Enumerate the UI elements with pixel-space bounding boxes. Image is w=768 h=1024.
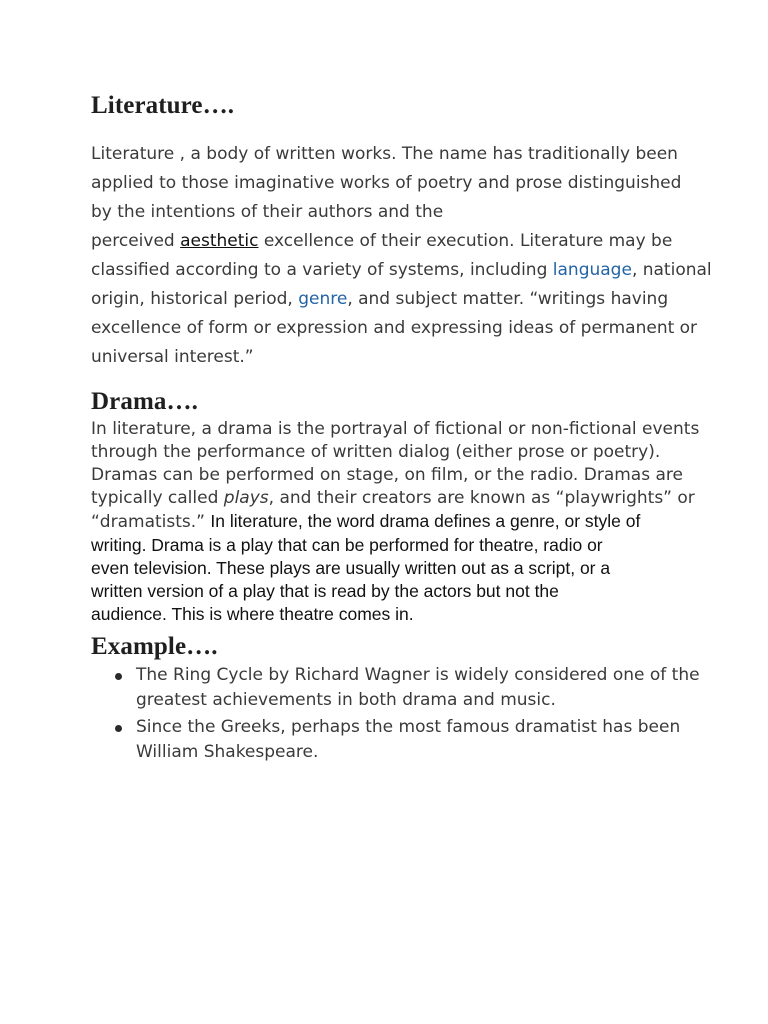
text-line bbox=[91, 256, 712, 285]
text-segment: excellence of their execution. Literature may be bbox=[258, 231, 673, 251]
aesthetic-link[interactable]: aesthetic bbox=[180, 231, 259, 251]
example-heading: Example…. bbox=[91, 633, 218, 660]
text-segment: classified according to a variety of systems, including bbox=[91, 260, 553, 280]
text-line bbox=[91, 285, 691, 314]
text-line: excellence of form or expression and expressing ideas of permanent or bbox=[91, 318, 698, 338]
text-line: universal interest.” bbox=[91, 347, 254, 367]
text-line: Literature , a body of written works. The name has traditionally been bbox=[91, 144, 678, 164]
text-line: William Shakespeare. bbox=[136, 742, 319, 762]
text-line: greatest achievements in both drama and music. bbox=[136, 690, 556, 710]
text-line: writing. Drama is a play that can be performed for theatre, radio or bbox=[91, 535, 603, 555]
text-line bbox=[91, 227, 691, 256]
example-list bbox=[91, 663, 731, 767]
text-line: In literature, a drama is the portrayal of fictional or non-fictional events bbox=[91, 419, 700, 439]
drama-heading: Drama…. bbox=[91, 388, 198, 415]
bullet-icon bbox=[115, 725, 122, 732]
drama-paragraph bbox=[91, 418, 700, 626]
genre-link[interactable]: genre bbox=[298, 289, 348, 309]
text-line: through the performance of written dialog (either prose or poetry). bbox=[91, 442, 661, 462]
text-segment: perceived bbox=[91, 231, 181, 251]
text-segment: , and their creators are known as “playwrights” or bbox=[268, 488, 695, 508]
language-link[interactable]: language bbox=[552, 260, 632, 280]
text-line bbox=[91, 487, 695, 510]
text-line: audience. This is where theatre comes in. bbox=[91, 604, 414, 624]
plays-italic: plays bbox=[223, 488, 269, 508]
text-line bbox=[91, 510, 691, 534]
literature-heading: Literature…. bbox=[91, 92, 235, 119]
text-line: even television. These plays are usually written out as a script, or a bbox=[91, 558, 611, 578]
text-segment: typically called bbox=[91, 488, 224, 508]
text-segment: , national bbox=[631, 260, 712, 280]
text-line: applied to those imaginative works of poetry and prose distinguished bbox=[91, 173, 682, 193]
text-line: Since the Greeks, perhaps the most famous dramatist has been bbox=[136, 717, 681, 737]
text-segment: “dramatists.” bbox=[91, 512, 211, 532]
text-line: The Ring Cycle by Richard Wagner is widely considered one of the bbox=[136, 665, 700, 685]
list-item bbox=[91, 663, 731, 713]
text-line: written version of a play that is read by the actors but not the bbox=[91, 581, 559, 601]
list-item bbox=[91, 715, 731, 765]
bullet-icon bbox=[115, 673, 122, 680]
text-segment: origin, historical period, bbox=[91, 289, 299, 309]
text-segment: , and subject matter. “writings having bbox=[347, 289, 669, 309]
literature-paragraph bbox=[91, 140, 712, 372]
text-segment: In literature, the word drama defines a genre, or style of bbox=[210, 511, 641, 531]
text-line: by the intentions of their authors and the bbox=[91, 202, 444, 222]
text-line: Dramas can be performed on stage, on film, or the radio. Dramas are bbox=[91, 465, 683, 485]
